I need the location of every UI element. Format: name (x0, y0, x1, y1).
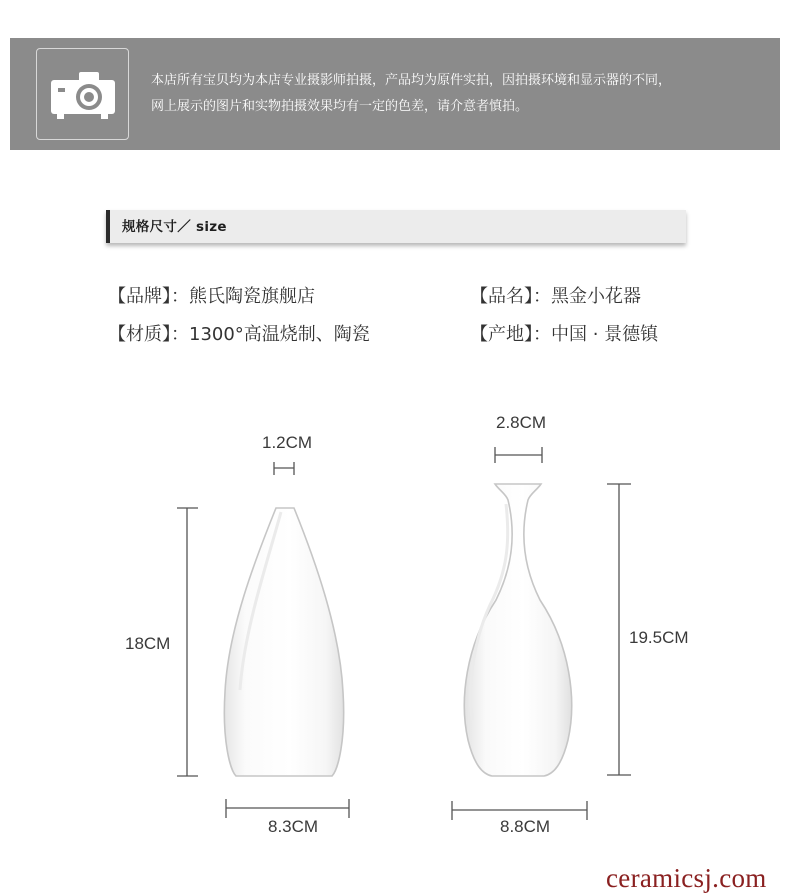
left-body-width-label: 8.3CM (268, 817, 319, 836)
right-body-width-label: 8.8CM (500, 817, 551, 836)
notice-line-2: 网上展示的图片和实物拍摄效果均有一定的色差，请介意者慎拍。 (151, 99, 529, 114)
left-height-label: 18CM (125, 634, 171, 653)
left-mouth-width-label: 1.2CM (262, 433, 313, 452)
site-watermark: ceramicsj.com (606, 863, 767, 893)
left-vase (224, 508, 343, 776)
material-property: 【材质】：1300°高温烧制、陶瓷 (108, 324, 370, 345)
brand-property: 【品牌】：熊氏陶瓷旗舰店 (108, 286, 315, 307)
origin-property: 【产地】：中国 · 景德镇 (470, 324, 659, 345)
right-height-label: 19.5CM (629, 628, 689, 647)
product-name-property: 【品名】：黑金小花器 (470, 286, 641, 307)
right-mouth-width-label: 2.8CM (496, 413, 547, 432)
notice-line-1: 本店所有宝贝均为本店专业摄影师拍摄，产品均为原件实拍，因拍摄环境和显示器的不同， (151, 73, 672, 88)
spec-header-title: 规格尺寸／ size (122, 219, 227, 235)
